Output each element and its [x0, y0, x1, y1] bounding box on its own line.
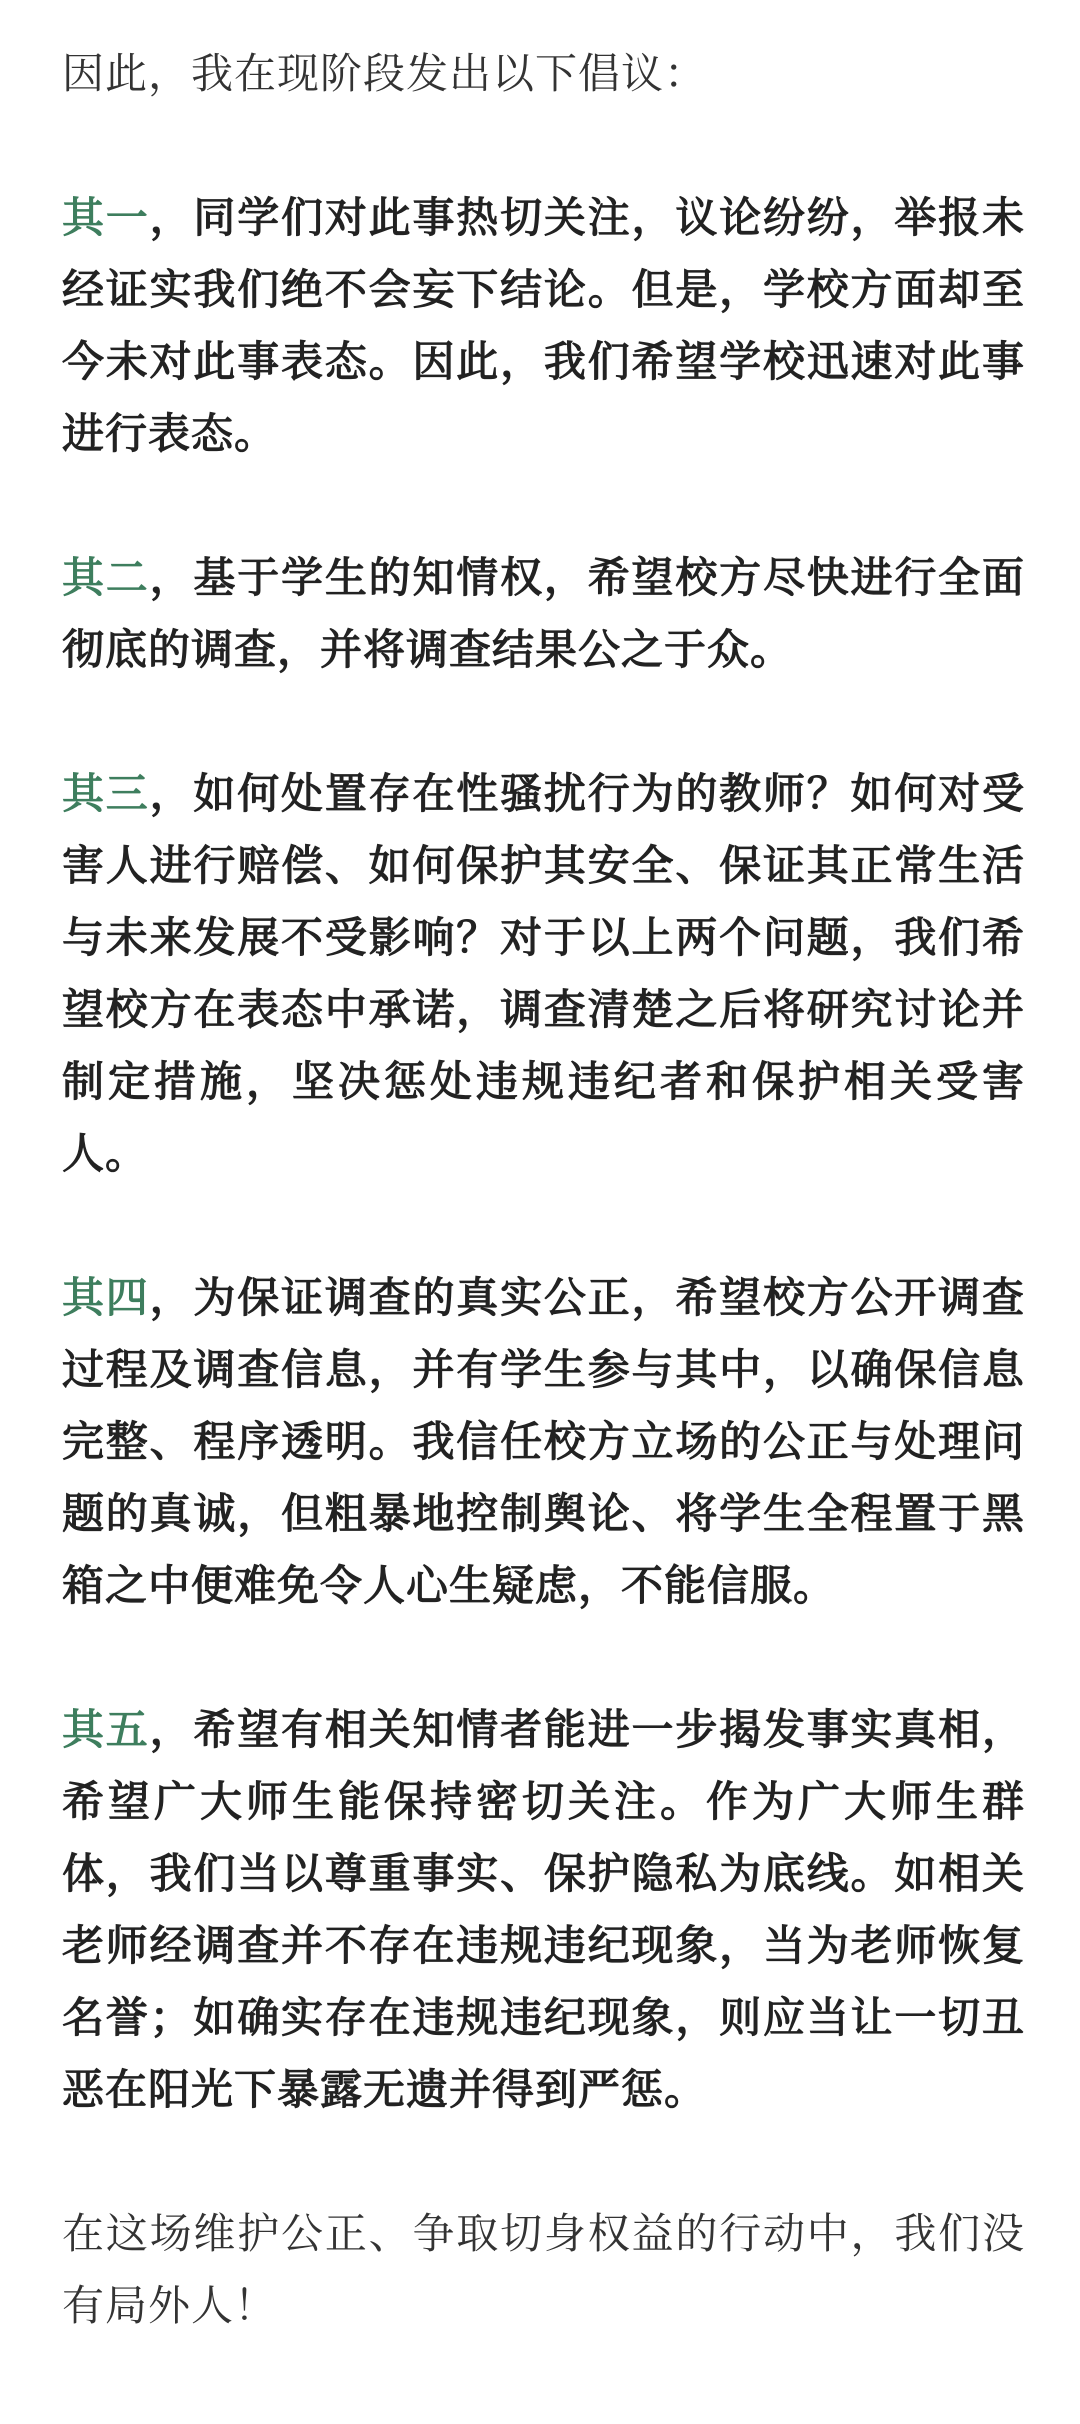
intro-paragraph: 因此，我在现阶段发出以下倡议： [62, 49, 708, 98]
proposal-lead-5: 其五 [62, 1705, 150, 1754]
proposal-lead-4: 其四 [62, 1273, 150, 1322]
closing-paragraph: 在这场维护公正、争取切身权益的行动中，我们没有局外人！ [62, 2209, 1025, 2330]
proposal-paragraph-1 [62, 182, 1025, 470]
proposal-paragraph-2 [62, 542, 1025, 686]
proposal-paragraph-4 [62, 1262, 1025, 1622]
proposal-text-2: ，基于学生的知情权，希望校方尽快进行全面彻底的调查，并将调查结果公之于众。 [62, 553, 1025, 674]
proposal-text-3: ，如何处置存在性骚扰行为的教师？如何对受害人进行赔偿、如何保护其安全、保证其正常生活与未来发展不受影响？对于以上两个问题，我们希望校方在表态中承诺，调查清楚之后将研究讨论并制定措施，坚决惩处违规违纪者和保护相关受害人。 [62, 769, 1025, 1178]
proposal-text-4: ，为保证调查的真实公正，希望校方公开调查过程及调查信息，并有学生参与其中，以确保信息完整、程序透明。我信任校方立场的公正与处理问题的真诚，但粗暴地控制舆论、将学生全程置于黑箱之中便难免令人心生疑虑，不能信服。 [62, 1273, 1025, 1610]
proposal-text-5: ，希望有相关知情者能进一步揭发事实真相，希望广大师生能保持密切关注。作为广大师生群体，我们当以尊重事实、保护隐私为底线。如相关老师经调查并不存在违规违纪现象，当为老师恢复名誉；如确实存在违规违纪现象，则应当让一切丑恶在阳光下暴露无遗并得到严惩。 [62, 1705, 1025, 2114]
proposal-lead-3: 其三 [62, 769, 150, 818]
paragraph-spacer [62, 686, 1025, 758]
proposal-text-1: ，同学们对此事热切关注，议论纷纷，举报未经证实我们绝不会妄下结论。但是，学校方面却至今未对此事表态。因此，我们希望学校迅速对此事进行表态。 [62, 193, 1025, 458]
paragraph-spacer [62, 470, 1025, 542]
paragraph-spacer [62, 2126, 1025, 2198]
proposal-paragraph-3 [62, 758, 1025, 1190]
proposal-paragraph-5 [62, 1694, 1025, 2126]
paragraph-spacer [62, 110, 1025, 182]
paragraph-spacer [62, 1622, 1025, 1694]
proposal-lead-1: 其一 [62, 193, 150, 242]
paragraph-spacer [62, 1190, 1025, 1262]
proposal-lead-2: 其二 [62, 553, 150, 602]
